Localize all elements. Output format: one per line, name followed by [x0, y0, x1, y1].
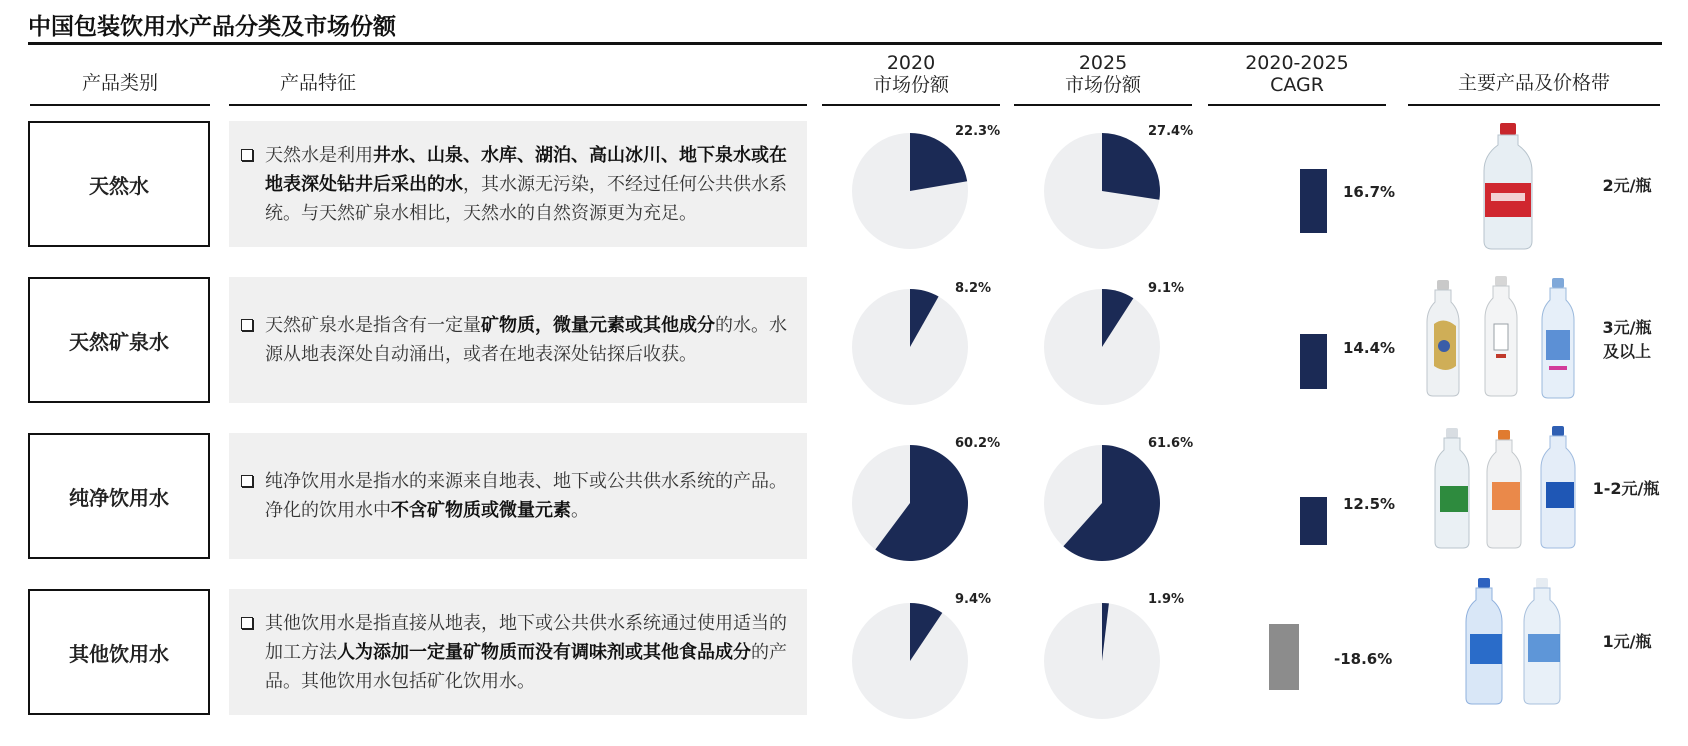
pie-2020-natural-water — [845, 126, 975, 256]
pie-2020-mineral-water — [845, 282, 975, 412]
checkbox-bullet-icon — [241, 319, 253, 331]
pie-label-2025: 61.6% — [1148, 436, 1194, 451]
feature-text — [265, 467, 797, 525]
price-band — [1590, 630, 1664, 654]
feature-segment: 天然水是利用 — [265, 144, 373, 166]
feature-highlight: 人为添加一定量矿物质而没有调味剂或其他食品成分 — [337, 641, 751, 663]
header-share-2020 — [822, 52, 1000, 96]
feature-description — [229, 277, 807, 403]
price-band — [1590, 316, 1664, 364]
header-share-2025 — [1014, 52, 1192, 96]
header-rule-share-2020 — [822, 104, 1000, 106]
header-share-2020-year: 2020 — [886, 52, 936, 74]
cagr-label: 14.4% — [1343, 339, 1396, 357]
feature-segment: ，其水源无污染，不经过任何公共供水系统。与天然矿泉水相比，天然水的自然资源更为充足。 — [265, 173, 787, 224]
price-line-1: 3元/瓶 — [1602, 318, 1652, 337]
header-cagr-period: 2020-2025 — [1245, 52, 1349, 74]
category-box — [28, 277, 210, 403]
title-rule — [28, 42, 1662, 45]
header-category — [30, 72, 210, 94]
page-title: 中国包装饮用水产品分类及市场份额 — [28, 14, 396, 40]
cagr-bar — [1300, 169, 1327, 233]
header-features-text: 产品特征 — [280, 72, 357, 94]
feature-description — [229, 433, 807, 559]
feature-description — [229, 121, 807, 247]
pie-label-2020: 8.2% — [955, 281, 992, 296]
price-line-1: 1元/瓶 — [1602, 632, 1652, 651]
feature-text — [265, 609, 797, 696]
category-label: 纯净饮用水 — [69, 485, 169, 510]
pie-label-2020: 9.4% — [955, 592, 992, 607]
checkbox-bullet-icon — [241, 149, 253, 161]
feature-highlight: 矿物质，微量元素或其他成分 — [481, 315, 715, 336]
feature-text — [265, 311, 797, 369]
price-line-2: 及以上 — [1602, 342, 1651, 361]
pie-2025-natural-water — [1037, 126, 1167, 256]
price-band — [1586, 477, 1666, 501]
pie-label-2025: 9.1% — [1148, 281, 1185, 296]
cagr-bar — [1300, 497, 1327, 545]
pie-slice-share — [910, 133, 967, 191]
cagr-bar — [1300, 334, 1327, 389]
feature-highlight: 井水、山泉、水库、湖泊、高山冰川、地下泉水或在地表深处钻井后采出的水 — [265, 144, 787, 195]
bottle-image-premium — [1422, 274, 1582, 404]
pie-label-2020: 60.2% — [955, 436, 1001, 451]
category-label: 其他饮用水 — [69, 641, 169, 666]
price-line-1: 1-2元/瓶 — [1592, 479, 1660, 498]
checkbox-bullet-icon — [241, 475, 253, 487]
header-products-text: 主要产品及价格带 — [1457, 72, 1610, 94]
bottle-image-red-label — [1468, 121, 1548, 251]
category-box — [28, 589, 210, 715]
category-label: 天然水 — [89, 173, 149, 198]
checkbox-bullet-icon — [241, 617, 253, 629]
header-share-2025-label: 市场份额 — [1064, 74, 1141, 96]
header-features — [280, 72, 360, 94]
header-category-text: 产品类别 — [81, 72, 158, 94]
feature-segment: 。 — [571, 500, 589, 521]
cagr-label: 16.7% — [1343, 183, 1396, 201]
pie-2025-other-water — [1037, 596, 1167, 726]
pie-label-2020: 22.3% — [955, 124, 1001, 139]
header-rule-share-2025 — [1014, 104, 1192, 106]
feature-description — [229, 589, 807, 715]
pie-slice-share — [1102, 133, 1160, 200]
pie-2020-purified-water — [845, 438, 975, 568]
feature-segment: 的水。水源从地表深处自动涌出，或者在地表深处钻探后收获。 — [265, 315, 787, 365]
header-rule-cagr — [1208, 104, 1386, 106]
feature-highlight: 不含矿物质或微量元素 — [391, 500, 571, 521]
header-share-2020-label: 市场份额 — [872, 74, 949, 96]
header-products — [1408, 72, 1660, 94]
bottle-image-blue — [1456, 576, 1576, 710]
bottle-image-mixed — [1432, 424, 1592, 554]
header-rule-category — [30, 104, 210, 106]
price-band — [1590, 174, 1664, 198]
feature-segment: 其他饮用水是指直接从地表，地下或公共供水系统通过使用适当的加工方法 — [265, 612, 787, 663]
cagr-label: 12.5% — [1343, 495, 1396, 513]
feature-segment: 天然矿泉水是指含有一定量 — [265, 315, 481, 336]
feature-segment: 的产品。其他饮用水包括矿化饮用水。 — [265, 641, 787, 692]
header-share-2025-year: 2025 — [1078, 52, 1128, 74]
header-cagr-label: CAGR — [1270, 74, 1324, 96]
pie-label-2025: 1.9% — [1148, 592, 1185, 607]
pie-2025-mineral-water — [1037, 282, 1167, 412]
pie-2020-other-water — [845, 596, 975, 726]
category-box — [28, 433, 210, 559]
header-cagr — [1208, 52, 1386, 96]
category-label: 天然矿泉水 — [69, 329, 169, 354]
cagr-bar — [1269, 624, 1299, 690]
cagr-label: -18.6% — [1334, 650, 1393, 668]
header-rule-features — [229, 104, 807, 106]
pie-label-2025: 27.4% — [1148, 124, 1194, 139]
category-box — [28, 121, 210, 247]
pie-2025-purified-water — [1037, 438, 1167, 568]
feature-segment: 纯净饮用水是指水的来源来自地表、地下或公共供水系统的产品。净化的饮用水中 — [265, 471, 787, 521]
header-rule-products — [1408, 104, 1660, 106]
feature-text — [265, 141, 797, 228]
price-line-1: 2元/瓶 — [1602, 176, 1652, 195]
